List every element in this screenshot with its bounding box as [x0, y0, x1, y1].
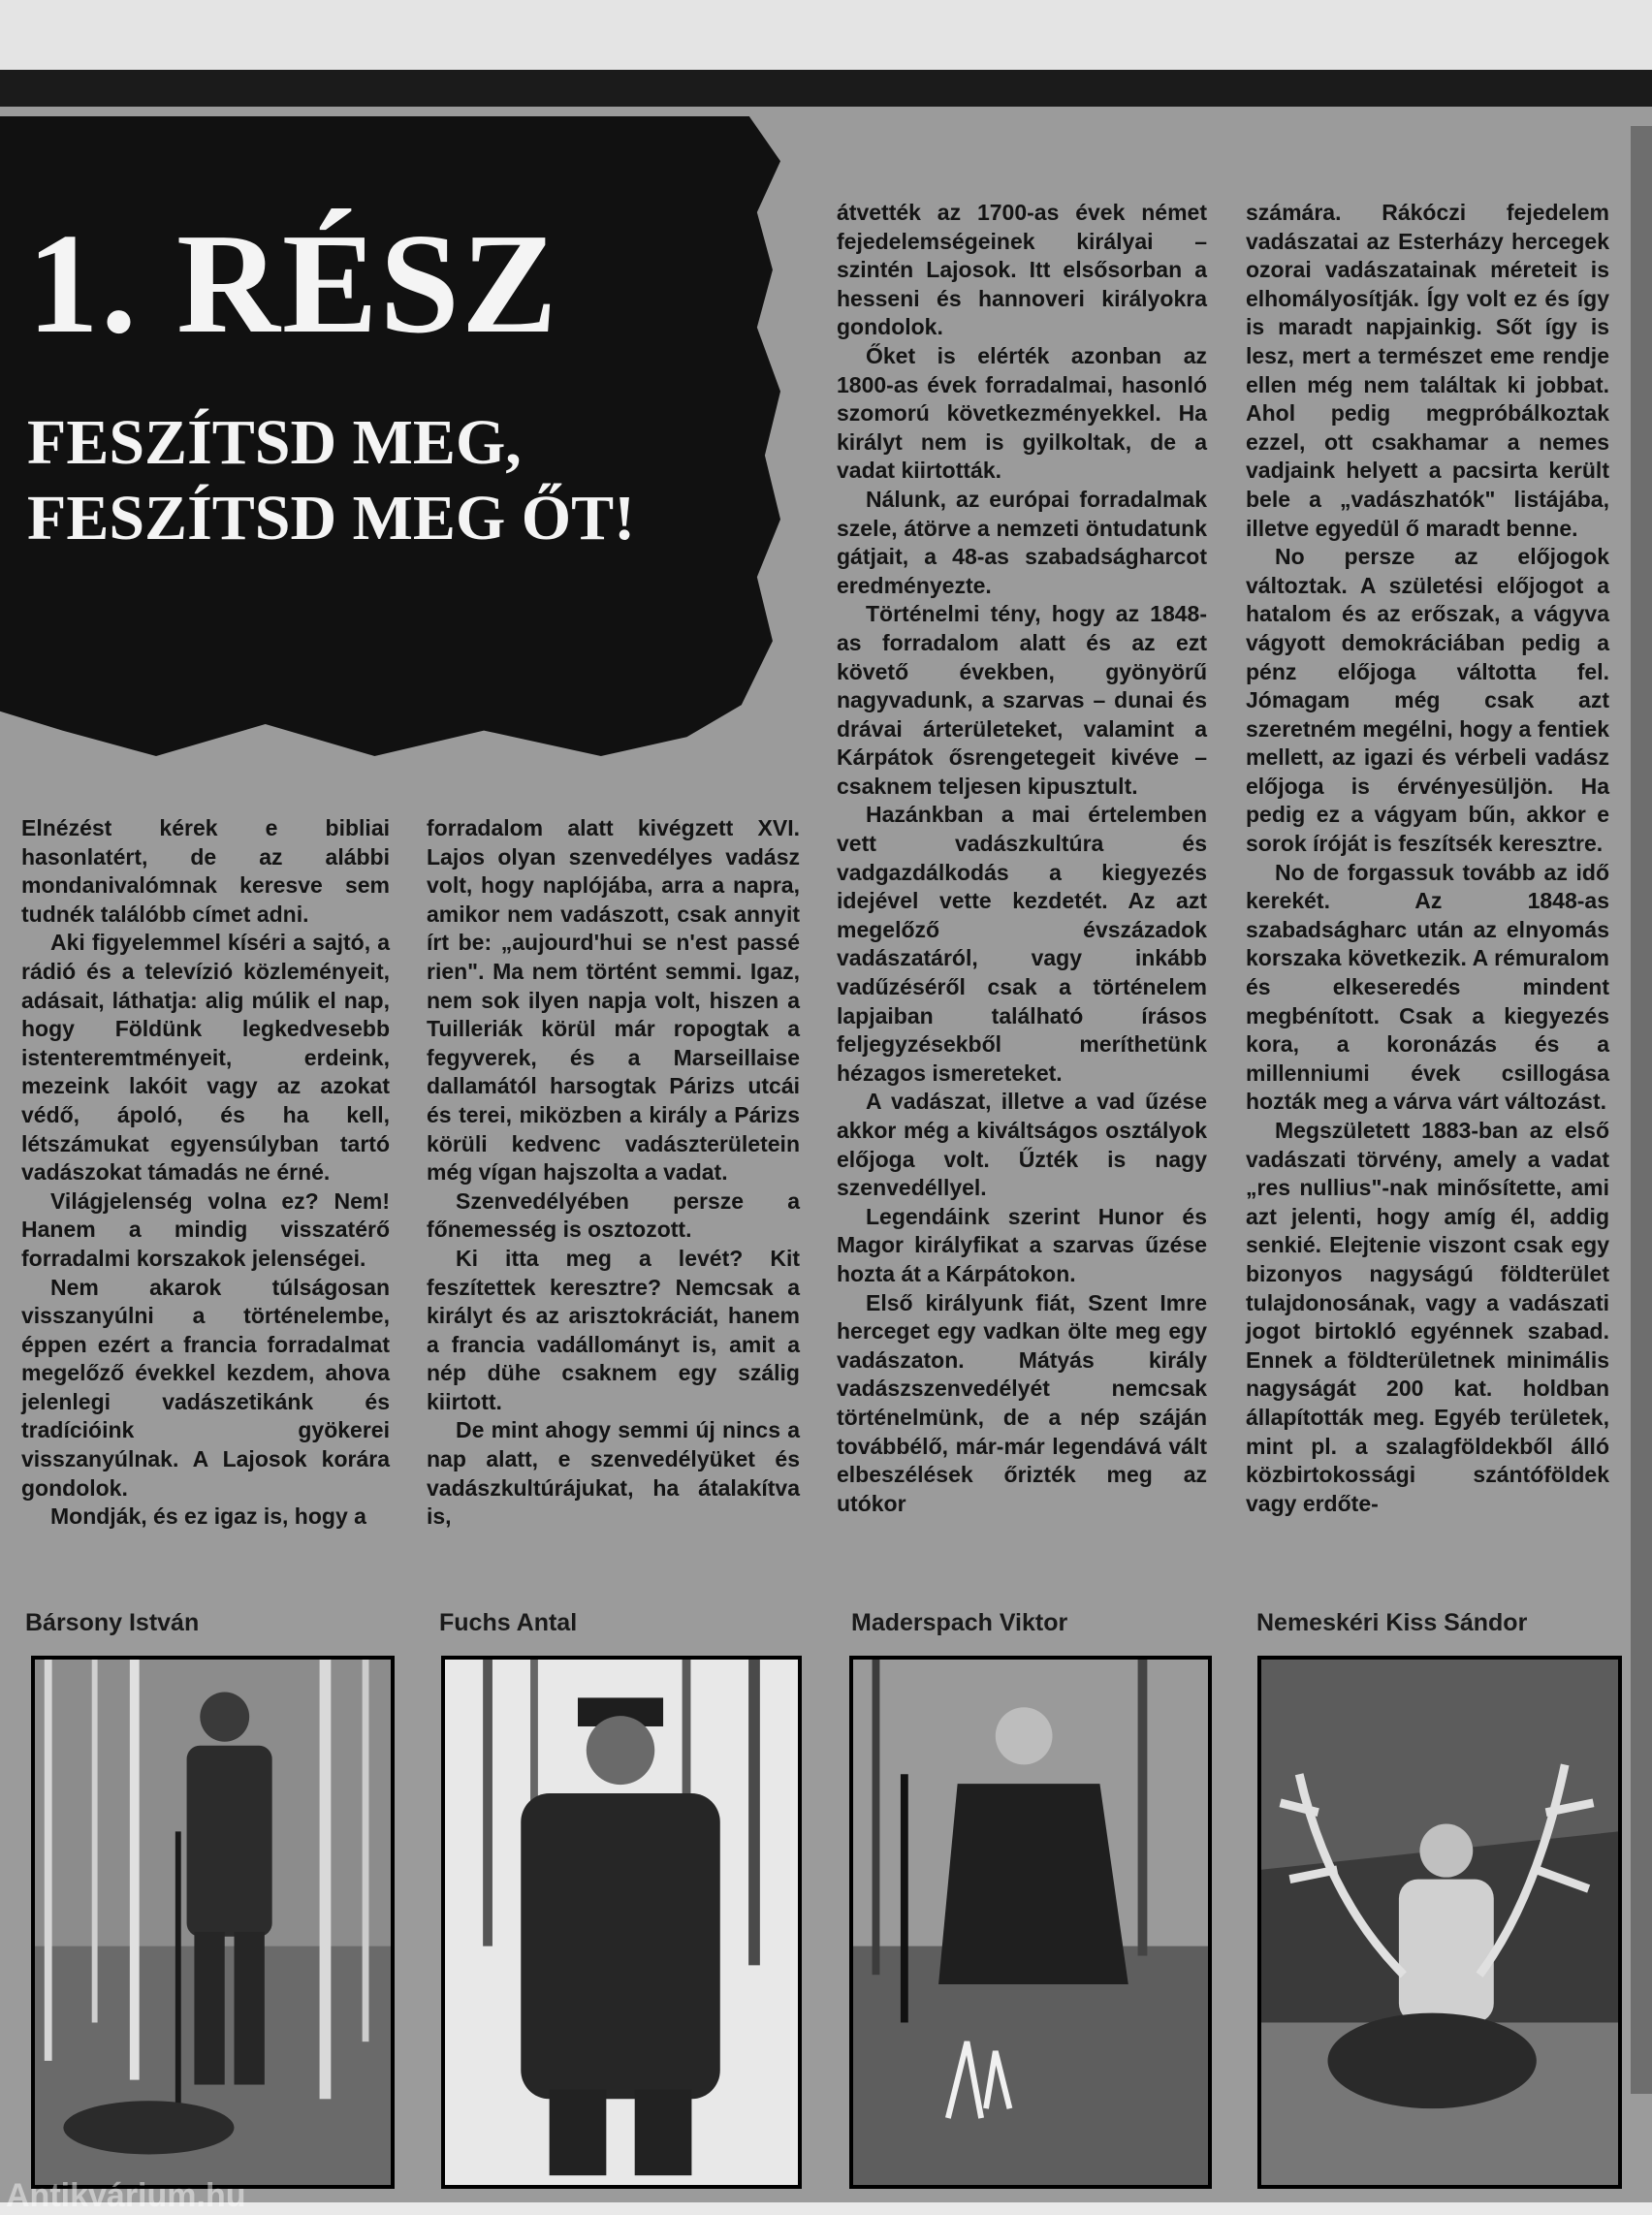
paragraph: De mint ahogy semmi új nincs a nap alatt, e szenvedélyüket és vadászkultúrájukat, ha átalakítva is, — [427, 1417, 800, 1530]
paragraph: Ki itta meg a levét? Kit feszítettek keresztre? Nemcsak a királyt és az arisztokráciát, hanem a francia vadállományt is, amit a nép dühe csaknem egy szálig kiirtott. — [427, 1245, 800, 1414]
watermark: Antikvárium.hu — [6, 2177, 246, 2214]
photo-hunter-with-red-deer — [1257, 1656, 1622, 2189]
paragraph: számára. Rákóczi fejedelem vadászatai az Esterházy hercegek ozorai vadászatainak méreteit is elhomályosítják. Így volt ez és így is maradt napjainkig. Sőt így is lesz, mert a természet eme rendje ellen még nem találtak ki jobbat. Ahol pedig megpróbálkoztak ezzel, ott csakhamar a nemes vadjaink helyett a pacsirta került bele a „vadászhatók" listájába, illetve egyedül ő maradt benne. — [1246, 200, 1609, 541]
paragraph: Történelmi tény, hogy az 1848-as forradalom alatt és az ezt követő években, gyönyörű nagyvadunk, a szarvas – dunai és drávai árterületeket, valamint a Kárpátok ősrengetegeit kivéve – csaknem teljesen kipusztult. — [837, 601, 1207, 799]
paragraph: Első királyunk fiát, Szent Imre herceget egy vadkan ölte meg egy vadászaton. Mátyás király vadászszenvedélyét nemcsak történelmünk, de a nép száján továbbélő, már-már legendává vált elbeszélések őrizték meg az utókor — [837, 1289, 1207, 1516]
paragraph: Legendáink szerint Hunor és Magor királyfikat a szarvas űzése hozta át a Kárpátokon. — [837, 1203, 1207, 1286]
text-column-4 — [1246, 199, 1609, 1518]
text-column-2 — [427, 814, 800, 1532]
paragraph: Elnézést kérek e bibliai hasonlatért, de az alábbi mondanivalómnak keresve sem tudnék találóbb címet adni. — [21, 815, 390, 927]
paragraph: Megszületett 1883-ban az első vadászati törvény, amely a vadat „res nullius"-nak minősítette, ami azt jelenti, hogy amíg él, addig senkié. Elejtenie viszont csak egy bizonyos nagyságú földterület tulajdonosának, vagy a vadászati jogot birtokló egyénnek szabad. Ennek a földterületnek minimális nagyságát 200 kat. holdban állapították meg. Egyéb területek, mint pl. a szalagföldekből álló közbirtokossági szántóföldek vagy erdőte- — [1246, 1118, 1609, 1516]
paragraph: Nem akarok túlságosan visszanyúlni a történelembe, éppen ezért a francia forradalmat megelőző évekkel kezdem, ahova jelenlegi vadászetikánk és tradícióink gyökerei visszanyúlnak. A Lajosok korára gondolok. — [21, 1274, 390, 1501]
paragraph: Mondják, és ez igaz is, hogy a — [50, 1503, 366, 1530]
paragraph: A vadászat, illetve a vad űzése akkor még a kiváltságos osztályok előjoga volt. Űzték is nagy szenvedéllyel. — [837, 1089, 1207, 1201]
photo-caption-fuchs: Fuchs Antal — [439, 1609, 578, 1636]
paragraph: No persze az előjogok változtak. A születési előjogot a hatalom és az erőszak, a vágyva vágyott demokráciában pedig a pénz előjoga váltotta fel. Jómagam még csak azt szeretném megélni, hogy a fentiek mellett, az igazi és vérbeli vadász előjoga is érvényesüljön. Ha pedig ez a vágyam bűn, akkor e sorok íróját is feszítsék keresztre. — [1246, 544, 1609, 857]
photo-caption-barsony: Bársony István — [25, 1609, 200, 1636]
article-title — [27, 405, 764, 556]
text-column-1 — [21, 814, 390, 1532]
text-column-3 — [837, 199, 1207, 1518]
page-fold — [1631, 126, 1652, 2094]
page-edge — [0, 70, 1652, 109]
photo-caption-maderspach: Maderspach Viktor — [851, 1609, 1068, 1636]
paragraph: forradalom alatt kivégzett XVI. Lajos olyan szenvedélyes vadász volt, hogy naplójába, arra a napra, amikor nem vadászott, csak annyit írt be: „aujourd'hui se n'est passé rien". Ma nem történt semmi. Igaz, nem sok ilyen napja volt, hiszen a Tuilleriák körül már ropogtak a fegyverek, és a Marseillaise dallamától harsogtak Párizs utcái és terei, miközben a király a Párizs körüli kedvenc vadászterületein még vígan hajszolta a vadat. — [427, 815, 800, 1186]
article-title-line2: FESZÍTSD MEG ŐT! — [27, 483, 636, 554]
paragraph: Hazánkban a mai értelemben vett vadászkultúra és vadgazdálkodás a kiegyezés idejével vette kezdetét. Az azt megelőző évszázadok vadászatáról, vagy inkább vadűzéséről csak a történelem lapjaiban található írásos feljegyzésekből meríthetünk hézagos ismereteket. — [837, 802, 1207, 1086]
photo-hunter-with-roe-trophy — [849, 1656, 1212, 2189]
paragraph: átvették az 1700-as évek német fejedelemségeinek királyai – szintén Lajosok. Itt elsősorban a hesseni és hannoveri királyokra gondolok. — [837, 200, 1207, 340]
article-title-line1: FESZÍTSD MEG, — [27, 407, 522, 478]
photo-caption-nemeskeri: Nemeskéri Kiss Sándor — [1256, 1609, 1528, 1636]
photo-man-in-winter-forest — [441, 1656, 802, 2189]
paragraph: No de forgassuk tovább az idő kerekét. Az 1848-as szabadságharc után az elnyomás korszaka következik. A rémuralom és elkeseredés mindent megbénított. Csak a kiegyezés kora, a koronázás és a millenniumi évek csillogása hozták meg a várva várt változást. — [1246, 859, 1609, 1115]
part-title: 1. RÉSZ — [27, 205, 559, 364]
paragraph: Őket is elérték azonban az 1800-as évek forradalmai, hasonló szomorú következményekkel. Ha királyt nem is gyilkoltak, de a vadat kiirtották. — [837, 342, 1207, 484]
photo-hunter-with-dog — [31, 1656, 395, 2189]
paragraph: Szenvedélyében persze a főnemesség is osztozott. — [427, 1187, 800, 1243]
paragraph: Aki figyelemmel kíséri a sajtó, a rádió és a televízió közleményeit, adásait, láthatja: alig múlik el nap, hogy Földünk legkedvesebb istenteremtményeit, erdeink, mezeink lakóit vagy az azokat védő, ápoló, és ha kell, létszámukat egyensúlyban tartó vadászokat támadás ne érné. — [21, 930, 390, 1186]
paragraph: Nálunk, az európai forradalmak szele, átörve a nemzeti öntudatunk gátjait, a 48-as szabadságharcot eredményezte. — [837, 486, 1207, 598]
paragraph: Világjelenség volna ez? Nem! Hanem a mindig visszatérő forradalmi korszakok jelenségei. — [21, 1187, 390, 1271]
